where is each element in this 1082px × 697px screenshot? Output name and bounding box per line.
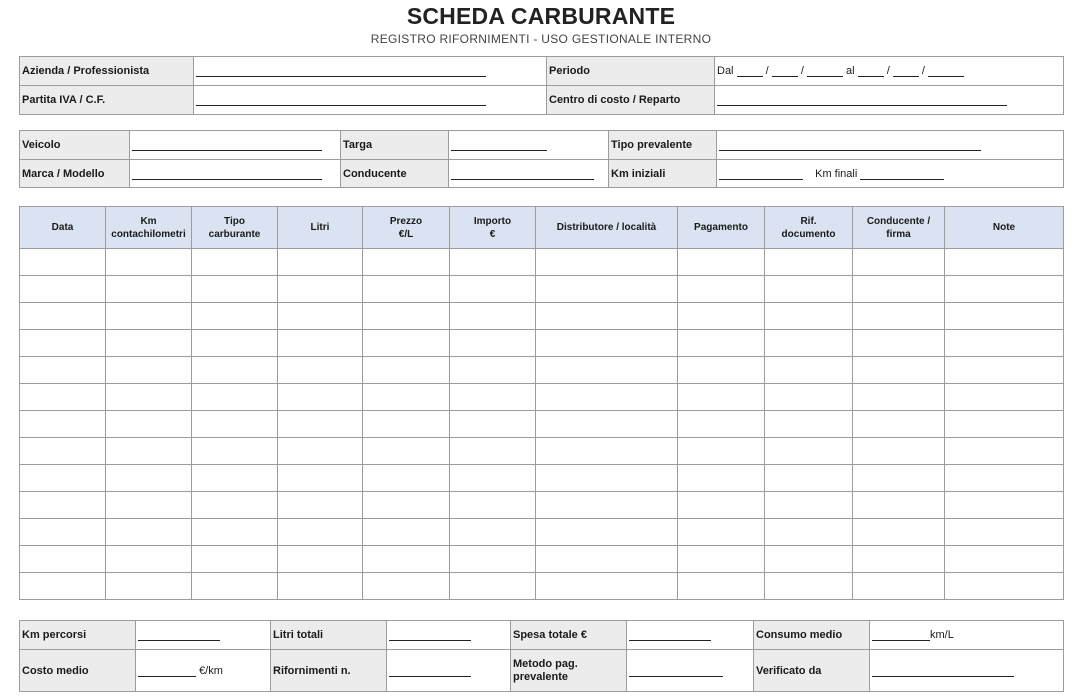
column-header: [765, 207, 853, 249]
km-iniziali-label: Km iniziali: [609, 160, 717, 188]
table-cell[interactable]: [853, 330, 945, 357]
table-cell[interactable]: [106, 411, 192, 438]
table-cell[interactable]: [20, 276, 106, 303]
table-cell[interactable]: [450, 438, 536, 465]
piva-field[interactable]: [194, 86, 547, 115]
table-cell[interactable]: [278, 303, 363, 330]
table-cell[interactable]: [450, 276, 536, 303]
column-header-line1: Conducente /: [866, 215, 931, 227]
table-row: [20, 303, 1064, 330]
rifornimenti-field[interactable]: [387, 650, 511, 692]
table-row: [20, 330, 1064, 357]
table-cell[interactable]: [678, 330, 765, 357]
table-cell[interactable]: [106, 384, 192, 411]
periodo-sep: /: [800, 65, 804, 77]
table-cell[interactable]: [945, 384, 1064, 411]
column-header: [853, 207, 945, 249]
conducente-label: Conducente: [341, 160, 449, 188]
table-cell[interactable]: [278, 249, 363, 276]
table-cell[interactable]: [363, 276, 450, 303]
table-cell[interactable]: [192, 465, 278, 492]
table-cell[interactable]: [678, 573, 765, 600]
table-cell[interactable]: [363, 573, 450, 600]
column-header: [363, 207, 450, 249]
summary-table: [19, 620, 1064, 692]
conducente-field[interactable]: [449, 160, 609, 188]
centro-costo-field[interactable]: [715, 86, 1064, 115]
table-cell[interactable]: [853, 276, 945, 303]
periodo-sep: /: [886, 65, 890, 77]
table-cell[interactable]: [853, 357, 945, 384]
table-cell[interactable]: [278, 357, 363, 384]
table-cell[interactable]: [20, 249, 106, 276]
table-cell[interactable]: [536, 546, 678, 573]
table-cell[interactable]: [106, 546, 192, 573]
table-cell[interactable]: [278, 411, 363, 438]
table-cell[interactable]: [678, 519, 765, 546]
table-cell[interactable]: [20, 573, 106, 600]
table-cell[interactable]: [765, 276, 853, 303]
table-cell[interactable]: [765, 465, 853, 492]
table-cell[interactable]: [678, 546, 765, 573]
column-header-line1: Rif.: [800, 215, 817, 227]
table-cell[interactable]: [536, 411, 678, 438]
rifornimenti-label: Rifornimenti n.: [271, 650, 387, 692]
table-cell[interactable]: [450, 492, 536, 519]
column-header-line1: Litri: [310, 222, 330, 233]
table-cell[interactable]: [20, 357, 106, 384]
table-cell[interactable]: [765, 519, 853, 546]
table-cell[interactable]: [945, 249, 1064, 276]
veicolo-field[interactable]: [130, 131, 341, 160]
column-header-line2: €: [489, 228, 496, 240]
table-cell[interactable]: [192, 384, 278, 411]
table-cell[interactable]: [278, 330, 363, 357]
table-row: [20, 438, 1064, 465]
table-cell[interactable]: [20, 330, 106, 357]
table-cell[interactable]: [450, 384, 536, 411]
table-cell[interactable]: [106, 357, 192, 384]
periodo-dal-text: Dal: [717, 65, 734, 77]
consumo-medio-field[interactable]: [870, 621, 1064, 650]
table-cell[interactable]: [450, 546, 536, 573]
table-cell[interactable]: [20, 492, 106, 519]
table-cell[interactable]: [20, 303, 106, 330]
column-header: [945, 207, 1064, 249]
table-cell[interactable]: [678, 492, 765, 519]
costo-unit: €/km: [199, 664, 223, 677]
table-cell[interactable]: [192, 249, 278, 276]
table-row: [20, 573, 1064, 600]
table-cell[interactable]: [363, 438, 450, 465]
table-cell[interactable]: [363, 330, 450, 357]
table-row: [20, 249, 1064, 276]
table-cell[interactable]: [278, 492, 363, 519]
metodo-pag-label: [511, 650, 627, 692]
costo-medio-label: Costo medio: [20, 650, 136, 692]
table-cell[interactable]: [106, 492, 192, 519]
column-header: [106, 207, 192, 249]
table-cell[interactable]: [450, 573, 536, 600]
table-cell[interactable]: [106, 573, 192, 600]
table-row: [20, 546, 1064, 573]
periodo-field[interactable]: [715, 57, 1064, 86]
table-cell[interactable]: [853, 465, 945, 492]
vehicle-info-table: [19, 130, 1064, 188]
spesa-totale-field[interactable]: [627, 621, 754, 650]
column-header-line2: carburante: [208, 228, 261, 240]
table-cell[interactable]: [278, 546, 363, 573]
table-cell[interactable]: [765, 357, 853, 384]
metodo-pag-field[interactable]: [627, 650, 754, 692]
table-cell[interactable]: [450, 519, 536, 546]
periodo-sep: /: [765, 65, 769, 77]
table-cell[interactable]: [853, 384, 945, 411]
column-header-line2: contachilometri: [111, 228, 186, 240]
table-cell[interactable]: [945, 573, 1064, 600]
table-cell[interactable]: [536, 357, 678, 384]
table-cell[interactable]: [106, 276, 192, 303]
column-header-line1: Km: [140, 215, 157, 227]
table-cell[interactable]: [765, 438, 853, 465]
column-header: [278, 207, 363, 249]
table-cell[interactable]: [765, 573, 853, 600]
table-row: [20, 519, 1064, 546]
table-cell[interactable]: [765, 411, 853, 438]
km-percorsi-field[interactable]: [136, 621, 271, 650]
table-row: [20, 357, 1064, 384]
km-finali-label: Km finali: [815, 167, 858, 180]
table-cell[interactable]: [278, 465, 363, 492]
column-header-line1: Note: [992, 222, 1016, 233]
column-header: [450, 207, 536, 249]
column-header-line2: documento: [781, 228, 836, 240]
km-field[interactable]: [717, 160, 1064, 188]
table-cell[interactable]: [853, 573, 945, 600]
table-cell[interactable]: [536, 303, 678, 330]
table-cell[interactable]: [678, 384, 765, 411]
piva-label: Partita IVA / C.F.: [20, 86, 194, 115]
veicolo-label: Veicolo: [20, 131, 130, 160]
table-cell[interactable]: [536, 384, 678, 411]
table-cell[interactable]: [945, 546, 1064, 573]
table-cell[interactable]: [363, 465, 450, 492]
table-cell[interactable]: [536, 249, 678, 276]
table-cell[interactable]: [678, 303, 765, 330]
table-cell[interactable]: [945, 492, 1064, 519]
table-cell[interactable]: [853, 519, 945, 546]
table-cell[interactable]: [945, 276, 1064, 303]
consumo-unit: km/L: [930, 629, 954, 641]
table-cell[interactable]: [278, 519, 363, 546]
table-cell[interactable]: [192, 492, 278, 519]
table-cell[interactable]: [853, 546, 945, 573]
periodo-label: Periodo: [547, 57, 715, 86]
column-header-line1: Prezzo: [389, 215, 423, 227]
verificato-da-field[interactable]: [870, 650, 1064, 692]
table-cell[interactable]: [450, 411, 536, 438]
table-cell[interactable]: [363, 303, 450, 330]
table-cell[interactable]: [678, 249, 765, 276]
table-cell[interactable]: [106, 249, 192, 276]
table-cell[interactable]: [363, 249, 450, 276]
table-cell[interactable]: [853, 438, 945, 465]
table-cell[interactable]: [450, 357, 536, 384]
targa-label: Targa: [341, 131, 449, 160]
periodo-al-text: al: [846, 65, 855, 77]
table-cell[interactable]: [192, 330, 278, 357]
table-cell[interactable]: [765, 303, 853, 330]
table-cell[interactable]: [450, 465, 536, 492]
table-cell[interactable]: [20, 438, 106, 465]
table-cell[interactable]: [945, 303, 1064, 330]
table-cell[interactable]: [536, 492, 678, 519]
table-cell[interactable]: [192, 303, 278, 330]
column-header-line2: €/L: [398, 228, 414, 240]
company-info-table: [19, 56, 1064, 115]
metodo-pag-label-line2: prevalente: [513, 670, 569, 683]
marca-modello-field[interactable]: [130, 160, 341, 188]
table-cell[interactable]: [192, 519, 278, 546]
table-row: [20, 411, 1064, 438]
column-header-line1: Importo: [473, 215, 512, 227]
table-cell[interactable]: [765, 249, 853, 276]
table-cell[interactable]: [765, 546, 853, 573]
table-cell[interactable]: [363, 384, 450, 411]
table-cell[interactable]: [192, 357, 278, 384]
table-cell[interactable]: [450, 303, 536, 330]
table-cell[interactable]: [20, 519, 106, 546]
tipo-prevalente-field[interactable]: [717, 131, 1064, 160]
table-cell[interactable]: [853, 249, 945, 276]
table-cell[interactable]: [363, 492, 450, 519]
table-cell[interactable]: [678, 465, 765, 492]
table-cell[interactable]: [765, 330, 853, 357]
table-cell[interactable]: [536, 330, 678, 357]
column-header: [20, 207, 106, 249]
column-header-line1: Pagamento: [694, 222, 748, 233]
column-header-line2: firma: [886, 228, 911, 240]
column-header-line1: Data: [51, 222, 74, 233]
form-title: SCHEDA CARBURANTE: [406, 3, 676, 29]
consumo-medio-label: Consumo medio: [754, 621, 870, 650]
table-cell[interactable]: [853, 411, 945, 438]
table-row: [20, 276, 1064, 303]
table-cell[interactable]: [945, 357, 1064, 384]
table-cell[interactable]: [536, 276, 678, 303]
table-cell[interactable]: [106, 519, 192, 546]
table-cell[interactable]: [192, 276, 278, 303]
table-cell[interactable]: [278, 384, 363, 411]
table-row: [20, 384, 1064, 411]
verificato-da-label: Verificato da: [754, 650, 870, 692]
spesa-totale-label: Spesa totale €: [511, 621, 627, 650]
table-cell[interactable]: [278, 573, 363, 600]
table-cell[interactable]: [20, 384, 106, 411]
column-header-line1: Tipo: [224, 215, 245, 227]
azienda-field[interactable]: [194, 57, 547, 86]
litri-totali-field[interactable]: [387, 621, 511, 650]
table-cell[interactable]: [450, 330, 536, 357]
table-cell[interactable]: [363, 411, 450, 438]
column-header: [536, 207, 678, 249]
tipo-prevalente-label: Tipo prevalente: [609, 131, 717, 160]
table-cell[interactable]: [363, 357, 450, 384]
table-cell[interactable]: [945, 465, 1064, 492]
table-cell[interactable]: [678, 276, 765, 303]
table-cell[interactable]: [20, 411, 106, 438]
form-subtitle: REGISTRO RIFORNIMENTI - USO GESTIONALE INTERNO: [370, 32, 712, 46]
table-row: [20, 465, 1064, 492]
table-cell[interactable]: [106, 330, 192, 357]
table-cell[interactable]: [20, 546, 106, 573]
table-cell[interactable]: [945, 519, 1064, 546]
table-cell[interactable]: [945, 411, 1064, 438]
table-cell[interactable]: [192, 411, 278, 438]
table-row: [20, 492, 1064, 519]
table-cell[interactable]: [192, 573, 278, 600]
metodo-pag-label-line1: Metodo pag.: [513, 657, 578, 670]
table-cell[interactable]: [678, 357, 765, 384]
table-cell[interactable]: [853, 492, 945, 519]
column-header: [678, 207, 765, 249]
km-percorsi-label: Km percorsi: [20, 621, 136, 650]
table-cell[interactable]: [106, 303, 192, 330]
table-cell[interactable]: [536, 519, 678, 546]
marca-modello-label: Marca / Modello: [20, 160, 130, 188]
table-cell[interactable]: [106, 438, 192, 465]
table-cell[interactable]: [536, 438, 678, 465]
table-cell[interactable]: [678, 411, 765, 438]
table-cell[interactable]: [945, 330, 1064, 357]
fuel-register-table: [19, 206, 1064, 600]
column-header-line1: Distributore / località: [556, 222, 657, 233]
table-cell[interactable]: [945, 438, 1064, 465]
costo-medio-field[interactable]: [136, 650, 271, 692]
azienda-label: Azienda / Professionista: [20, 57, 194, 86]
table-cell[interactable]: [536, 573, 678, 600]
centro-costo-label: Centro di costo / Reparto: [547, 86, 715, 115]
table-cell[interactable]: [192, 546, 278, 573]
table-cell[interactable]: [278, 276, 363, 303]
column-header: [192, 207, 278, 249]
litri-totali-label: Litri totali: [271, 621, 387, 650]
table-cell[interactable]: [363, 546, 450, 573]
periodo-sep: /: [921, 65, 925, 77]
table-cell[interactable]: [106, 465, 192, 492]
table-cell[interactable]: [20, 465, 106, 492]
table-cell[interactable]: [765, 384, 853, 411]
table-cell[interactable]: [363, 519, 450, 546]
table-cell[interactable]: [853, 303, 945, 330]
table-cell[interactable]: [192, 438, 278, 465]
table-cell[interactable]: [450, 249, 536, 276]
table-cell[interactable]: [678, 438, 765, 465]
table-cell[interactable]: [278, 438, 363, 465]
table-cell[interactable]: [536, 465, 678, 492]
targa-field[interactable]: [449, 131, 609, 160]
table-cell[interactable]: [765, 492, 853, 519]
